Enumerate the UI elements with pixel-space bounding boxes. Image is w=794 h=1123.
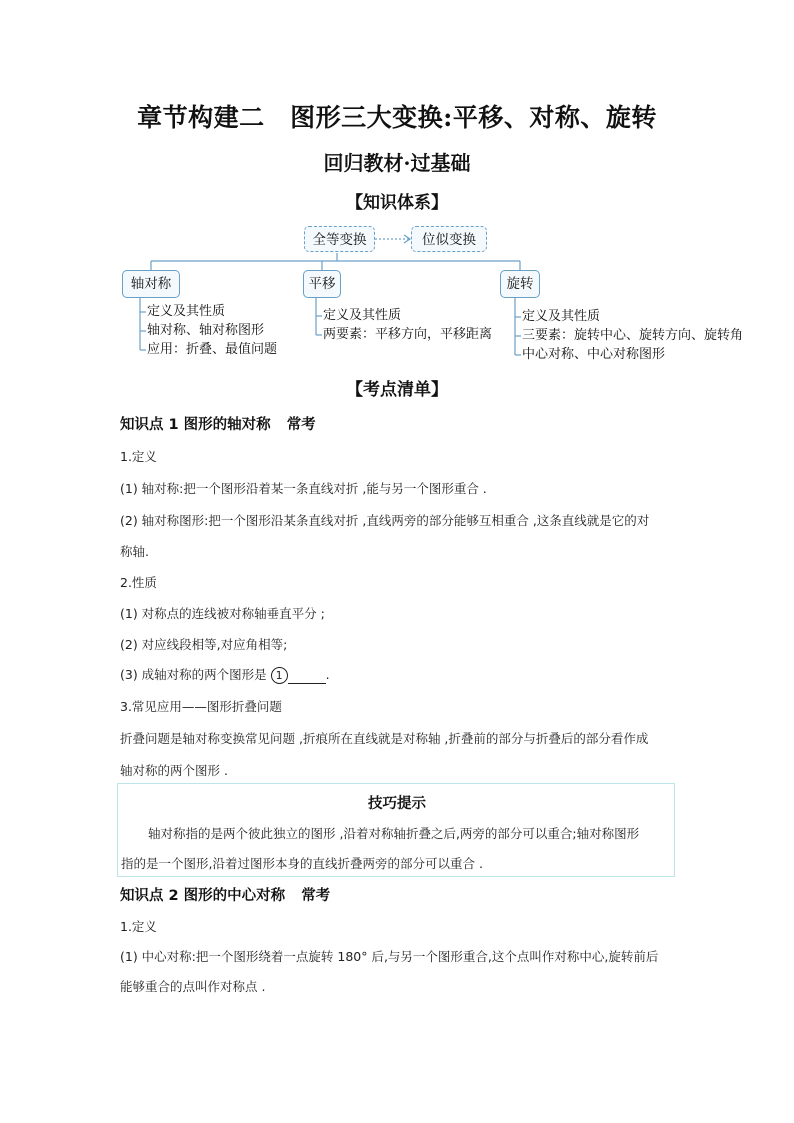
kp2-line: (1) 中心对称:把一个图形绕着一点旋转 180° 后,与另一个图形重合,这个点叫作对称中心,旋转前后	[120, 949, 659, 964]
answer-blank[interactable]	[288, 671, 326, 684]
knowledge-point-1-title	[120, 413, 316, 434]
kp1-line: 称轴.	[120, 544, 149, 559]
diagram-leaf: 定义及其性质	[323, 308, 402, 323]
diagram-leaf: 轴对称、轴对称图形	[147, 323, 265, 338]
kp1-line: 2.性质	[120, 575, 157, 590]
tip-title: 技巧提示	[368, 796, 426, 812]
kp1-line: (1) 对称点的连线被对称轴垂直平分 ;	[120, 606, 325, 621]
kp1-line: 折叠问题是轴对称变换常见问题 ,折痕所在直线就是对称轴 ,折叠前的部分与折叠后的部分看作成	[120, 731, 649, 746]
kp1-fill-suffix: .	[325, 667, 330, 682]
page-title: 章节构建二 图形三大变换:平移、对称、旋转	[137, 103, 657, 132]
rotation-node: 旋转	[500, 270, 540, 298]
kp1-line: 3.常见应用——图形折叠问题	[120, 699, 282, 714]
tip-line: 轴对称指的是两个彼此独立的图形 ,沿着对称轴折叠之后,两旁的部分可以重合;轴对称图形	[148, 826, 640, 841]
tip-box	[117, 783, 675, 877]
diagram-leaf: 两要素：平移方向，平移距离	[323, 327, 493, 342]
kp2-line: 1.定义	[120, 919, 157, 934]
tip-line: 指的是一个图形,沿着过图形本身的直线折叠两旁的部分可以重合 .	[121, 856, 483, 871]
diagram-leaf: 中心对称、中心对称图形	[522, 347, 666, 362]
axial-symmetry-node: 轴对称	[122, 270, 180, 298]
similarity-transform-node: 位似变换	[411, 226, 487, 252]
kp2-line: 能够重合的点叫作对称点 .	[120, 979, 266, 994]
knowledge-system-heading: 【知识体系】	[346, 193, 448, 213]
kp2-title-text: 知识点 2 图形的中心对称	[120, 888, 286, 904]
kp1-title-text: 知识点 1 图形的轴对称	[120, 417, 271, 433]
translation-node: 平移	[303, 270, 341, 298]
page-subtitle: 回归教材·过基础	[323, 151, 471, 175]
kp2-tag: 常考	[301, 888, 331, 904]
congruent-transform-node: 全等变换	[304, 226, 375, 252]
answer-number: 1	[271, 667, 288, 684]
diagram-leaf: 应用：折叠、最值问题	[147, 342, 278, 357]
checklist-heading: 【考点清单】	[346, 380, 448, 400]
kp1-line: 轴对称的两个图形 .	[120, 763, 228, 778]
kp1-line: 1.定义	[120, 449, 157, 464]
kp1-line: (2) 轴对称图形:把一个图形沿某条直线对折 ,直线两旁的部分能够互相重合 ,这条直线就是它的对	[120, 513, 650, 528]
diagram-leaf: 三要素：旋转中心、旋转方向、旋转角	[522, 328, 744, 343]
diagram-leaf: 定义及其性质	[522, 309, 601, 324]
kp1-line: (1) 轴对称:把一个图形沿着某一条直线对折 ,能与另一个图形重合 .	[120, 481, 487, 496]
diagram-leaf: 定义及其性质	[147, 304, 226, 319]
knowledge-point-2-title	[120, 884, 330, 905]
kp1-fill-line	[120, 665, 330, 684]
kp1-line: (2) 对应线段相等,对应角相等;	[120, 637, 288, 652]
kp1-tag: 常考	[286, 417, 316, 433]
kp1-fill-prefix: (3) 成轴对称的两个图形是	[120, 667, 267, 682]
